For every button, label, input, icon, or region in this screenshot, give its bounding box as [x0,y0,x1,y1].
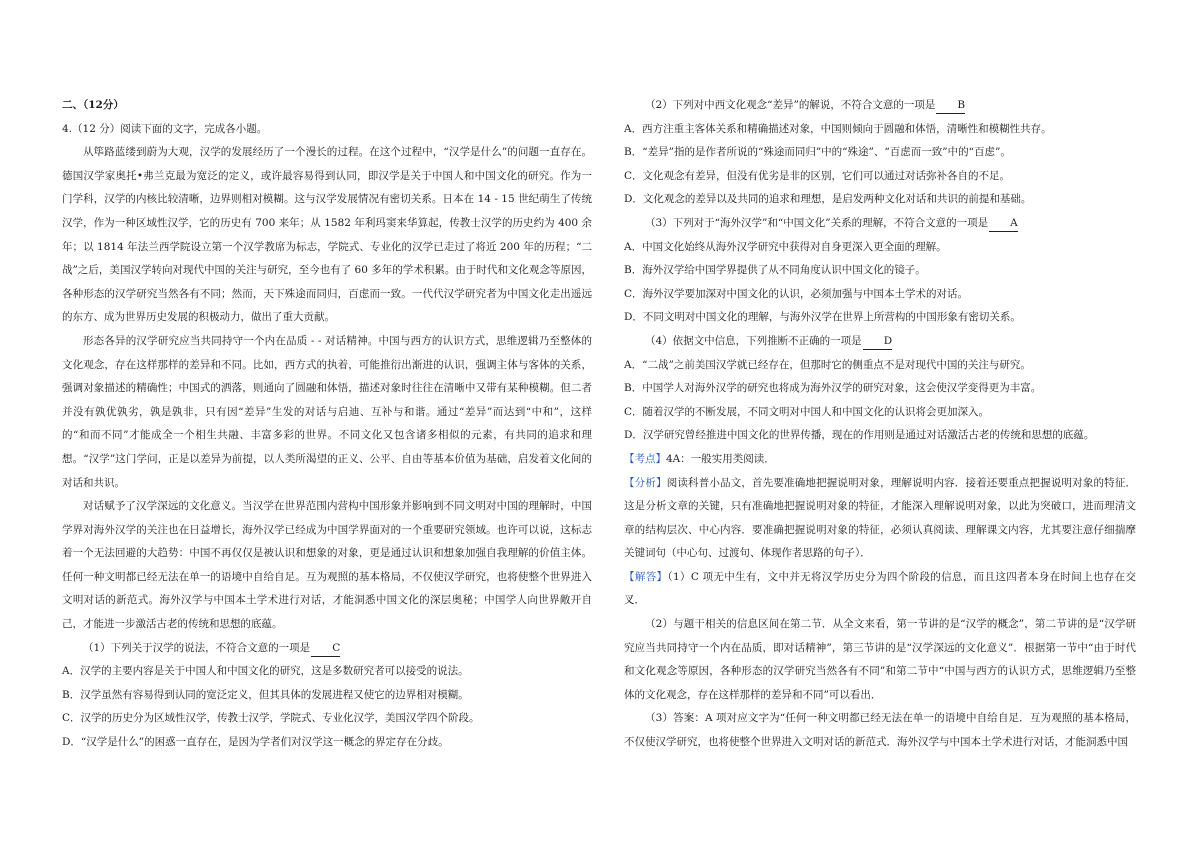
jieda [624,566,1136,613]
q3-stem [624,212,1136,236]
q3-option-c: C．海外汉学要加深对中国文化的认识，必须加强与中国本土学术的对话。 [624,287,969,300]
q4-option-b: B．中国学人对海外汉学的研究也将成为海外汉学的研究对象，这会使汉学变得更为丰富。 [624,382,1042,395]
q1-option-b: B．汉学虽然有容易得到认同的宽泛定义，但其具体的发展进程又使它的边界相对模糊。 [62,688,469,701]
left-column [62,94,592,755]
jieda-para-2: （2）与题干相关的信息区间在第二节．从全文来看，第一节讲的是“汉学的概念”，第二节讲的是“汉学研究应当共同持守一个内在品质，即对话精神”，第三节讲的是“汉学深远的文化意义”．根据第一节中“由于时代和文化观念等原因，各种形态的汉学研究当然各有不同”和第二节中“中国与西方的认识方式，思维逻辑乃至整体的文化观念，存在这样那样的差异和不同”可以看出． [624,618,1136,701]
q2-answer: B [936,98,965,114]
q4-option-c: C．随着汉学的不断发展，不同文明对中国人和中国文化的认识将会更加深入。 [624,405,990,418]
q1-stem-text: （1）下列关于汉学的说法，不符合文意的一项是 [83,641,311,654]
q4-answer: D [863,334,892,350]
jieda-para-3: （3）答案：A 项对应文字为“任何一种文明都已经无法在单一的语境中自给自足．互为观照的基本格局，不仅使汉学研究，也将使整个世界进入文明对话的新范式．海外汉学与中国本土学术进行对话，才能洞悉中国 [624,712,1136,749]
q3-answer: A [989,216,1018,232]
question-title: 4.（12 分）阅读下面的文字，完成各小题。 [62,122,268,135]
kaodian-tag: 【考点】 [624,452,666,465]
q2-option-c: C．文化观念有差异，但没有优劣是非的区别，它们可以通过对话弥补各自的不足。 [624,169,1011,182]
q2-stem-text: （2）下列对中西文化观念“差异”的解说，不符合文意的一项是 [645,99,936,111]
jieda-tag: 【解答】 [624,570,668,583]
q3-option-a: A．中国文化始终从海外汉学研究中获得对自身更深入更全面的理解。 [624,240,947,253]
q1-option-d: D．“汉学是什么”的困惑一直存在，是因为学者们对汉学这一概念的界定存在分歧。 [62,736,449,749]
fenxi [624,472,1136,566]
jieda-first: （1）C 项无中生有，文中并无将汉学历史分为四个阶段的信息，而且这四者本身在时间上也存在交叉． [624,570,1137,607]
q4-option-a: A．“二战”之前美国汉学就已经存在，但那时它的侧重点不是对现代中国的关注与研究。 [624,358,1031,371]
passage-paragraph-2: 形态各异的汉学研究应当共同持守一个内在品质 - - 对话精神。中国与西方的认识方式，思维逻辑乃至整体的文化观念，存在这样那样的差异和不同。比如，西方式的执着，可能推衍出渐进的认识，强调主体与客体的关系，强调对象描述的精确性；中国式的洒落，则通向了圆融和体悟，描述对象时往往在清晰中又带有某种模糊。但二者并没有孰优孰劣，孰是孰非，只有因“差异”生发的对话与启迪、互补与和谐。通过“差异”而达到“中和”，这样的“和而不同”才能成全一个相生共融、丰富多彩的世界。不同文化又包含诸多相似的元素，有共同的追求和理想。“汉学”这门学问，正是以差异为前提，以人类所渴望的正义、公平、自由等基本价值为基础，启发着文化间的对话和共识。 [62,334,592,489]
q1-option-c: C．汉学的历史分为区域性汉学，传教士汉学，学院式、专业化汉学，美国汉学四个阶段。 [62,712,480,725]
right-column [624,94,1136,755]
q4-stem [624,330,1136,354]
q1-answer: C [311,641,340,657]
kaodian-text: 4A：一般实用类阅读． [666,452,775,465]
passage-paragraph-3: 对话赋予了汉学深远的文化意义。当汉学在世界范围内营构中国形象并影响到不同文明对中国的理解时，中国学界对海外汉学的关注也在日益增长，海外汉学已经成为中国学界面对的一个重要研究领域。也许可以说，这标志着一个无法回避的大趋势：中国不再仅仅是被认识和想象的对象，更是通过认识和想象加强自我理解的价值主体。任何一种文明都已经无法在单一的语境中自给自足。互为观照的基本格局，不仅使汉学研究，也将使整个世界进入文明对话的新范式。海外汉学与中国本土学术进行对话，才能洞悉中国文化的深层奥秘；中国学人向世界敞开自己，才能进一步激活古老的传统和思想的底蕴。 [62,500,592,631]
q3-option-d: D．不同文明对中国文化的理解，与海外汉学在世界上所营构的中国形象有密切关系。 [624,311,1021,324]
fenxi-tag: 【分析】 [624,476,667,489]
q3-option-b: B．海外汉学给中国学界提供了从不同角度认识中国文化的镜子。 [624,264,926,277]
q4-stem-text: （4）依据文中信息，下列推断不正确的一项是 [645,334,862,347]
q2-option-a: A．西方注重主客体关系和精确描述对象，中国则倾向于圆融和体悟，清晰性和模糊性共存。 [624,122,1052,135]
q4-option-d: D．汉学研究曾经推进中国文化的世界传播，现在的作用则是通过对话激活古老的传统和思想的底蕴。 [624,429,1095,442]
q2-option-b: B．“差异”指的是作者所说的“殊途而同归”中的“殊途”、“百虑而一致”中的“百虑”。 [624,146,1011,159]
section-heading: 二、（12分） [62,99,124,111]
q1-option-a: A．汉学的主要内容是关于中国人和中国文化的研究，这是多数研究者可以接受的说法。 [62,665,469,678]
fenxi-text: 阅读科普小品文，首先要准确地把握说明对象，理解说明内容．接着还要重点把握说明对象的特征．这是分析文章的关键，只有准确地把握说明对象的特征，才能深入理解说明对象，以此为突破口，进而理清文章的结构层次、中心内容．要准确把握说明对象的特征，必须认真阅读、理解课文内容，尤其要注意仔细揣摩关键词句（中心句、过渡句、体现作者思路的句子）． [624,476,1137,560]
q2-stem [624,94,1136,118]
q3-stem-text: （3）下列对于“海外汉学”和“中国文化”关系的理解，不符合文意的一项是 [645,216,989,229]
q2-option-d: D．文化观念的差异以及共同的追求和理想，是启发两种文化对话和共识的前提和基础。 [624,193,1032,206]
kaodian [624,448,1136,472]
q1-stem [62,637,592,661]
passage-paragraph-1: 从筚路蓝缕到蔚为大观，汉学的发展经历了一个漫长的过程。在这个过程中，“汉学是什么”的问题一直存在。德国汉学家奥托•弗兰克最为宽泛的定义，或许最容易得到认同，即汉学是关于中国人和中国文化的研究。作为一门学科，汉学的内核比较清晰，边界则相对模糊。这与汉学发展情况有密切关系。日本在 14 - 15 世纪萌生了传统汉学，作为一种区域性汉学，它的历史有 700 来年；从 1582 年利玛窦来华算起，传教士汉学的历史约为 400 余年；以 1814 年法兰西学院设立第一个汉学教席为标志，学院式、专业化的汉学已走过了将近 200 年的历程；“二战”之后，美国汉学转向对现代中国的关注与研究，至今也有了 60 多年的学术积累。由于时代和文化观念等原因，各种形态的汉学研究当然各有不同；然而，天下殊途而同归，百虑而一致。一代代汉学研究者为中国文化走出遥远的东方、成为世界历史发展的积极动力，做出了重大贡献。 [62,146,592,324]
